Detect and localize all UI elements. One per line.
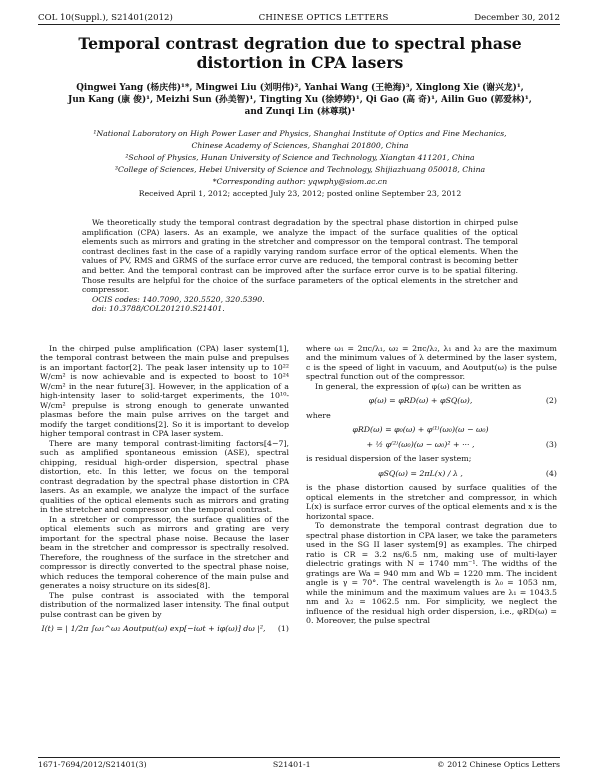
equation-2 xyxy=(306,396,557,405)
equation-3-number: (3) xyxy=(545,439,557,449)
affiliation-2: ²School of Physics, Hunan University of Science and Technology, Xiangtan 411201, China xyxy=(125,153,475,163)
paragraph: In the chirped pulse amplification (CPA) laser system[1], the temporal contrast between the main pulse and prepulses is an important factor[2]. The peak laser intensity up to 10²² W/cm² is now achievable and is expected to boost to 10²⁴ W/cm² in the near future[3]. However, in the application of a high-intensity laser to solid-target experiments, the 10¹⁰-W/cm² prepulse is strong enough to generate unwanted plasmas before the main pulse arrives on the target and modify the target conditions[2]. So it is important to develop higher temporal contrast in CPA laser system. xyxy=(40,344,289,439)
equation-3-line-2: + ½ φ⁽²⁾(ω₀)(ω − ω₀)² + ··· , xyxy=(366,439,475,449)
paragraph: The pulse contrast is associated with the temporal distribution of the normalized laser intensity. The final output pulse contrast can be given by xyxy=(40,590,289,619)
title-line-2: distortion in CPA lasers xyxy=(196,53,404,72)
footer-rule xyxy=(38,757,560,758)
equation-3b xyxy=(306,440,557,449)
paragraph: In general, the expression of φ(ω) can be written as xyxy=(315,381,522,391)
body-column-right xyxy=(306,344,557,626)
paragraph: To demonstrate the temporal contrast degration due to spectral phase distortion in CPA laser, we take the parameters used in the SG II laser system[9] as examples. The chirped ratio is CR = 3.2 ns/6.5 nm, making use of multi-layer dielectric gratings with N = 1740 mm⁻¹. The widths of the gratings are Wa = 940 mm and Wb = 1220 mm. The incident angle is γ = 70°. The central wavelength is λ₀ = 1053 nm, while the minimum and the maximum values are λ₁ = 1043.5 nm and λ₂ = 1062.5 nm. For simplicity, we neglect the influence of the residual high order dispersion, i.e., φRD(ω) = 0. Moreover, the pulse spectral xyxy=(306,521,557,626)
affiliation-1-line-2: Chinese Academy of Sciences, Shanghai 201800, China xyxy=(191,141,409,151)
equation-3-line-1: φRD(ω) = φ₀(ω) + φ⁽¹⁾(ω₀)(ω − ω₀) xyxy=(352,425,489,435)
affiliation-1-line-1: ¹National Laboratory on High Power Laser and Physics, Shanghai Institute of Optics and Fine Mechanics, xyxy=(93,129,507,138)
title-line-1: Temporal contrast degration due to spectral phase xyxy=(78,34,522,53)
paragraph: is the phase distortion caused by surface qualities of the optical elements in the stretcher and compressor, in which L(x) is surface error curves of the optical elements and x is the horizontal space. xyxy=(306,483,557,521)
affiliations xyxy=(40,128,560,201)
page-number: S21401-1 xyxy=(272,760,311,769)
ocis-codes: OCIS codes: 140.7090, 320.5520, 320.5390. xyxy=(92,294,265,304)
paragraph: There are many temporal contrast-limiting factors[4−7], such as amplified spontaneous emission (ASE), spectral chipping, residual high-order dispersion, spectral phase distortion, etc. In this letter, we focus on the temporal contrast degradation by the spectral phase distortion in CPA lasers. As an example, we analyze the impact of the surface qualities of the optical elements such as mirrors and grating in the stretcher and compressor on the temporal contrast. xyxy=(40,438,289,515)
issue-date: December 30, 2012 xyxy=(474,13,560,23)
equation-1-expression: I(t) = | 1/2π ∫ω₁^ω₂ Aoutput(ω) exp[−iωt + iφ(ω)] dω |², xyxy=(41,624,266,634)
authors-line-3: and Zunqi Lin (林尊琪)¹ xyxy=(244,107,356,117)
paragraph: where ω₁ = 2πc/λ₁, ω₂ = 2πc/λ₂, λ₁ and λ₂ are the maximum and the minimum values of λ determined by the laser system, c is the speed of light in vacuum, and Aoutput(ω) is the pulse spectral function out of the compressor. xyxy=(306,344,557,382)
equation-4 xyxy=(306,469,557,478)
equation-2-number: (2) xyxy=(545,396,557,406)
header-rule xyxy=(38,24,560,25)
abstract-text: We theoretically study the temporal contrast degradation by the spectral phase distortion in chirped pulse amplification (CPA) lasers. As an example, we analyze the impact of the surface qualities of the optical elements such as mirrors and grating in the stretcher and compressor on the temporal contrast. The temporal contrast declines fast in the case of a rapidly varying random surface error of the optical elements. When the values of PV, RMS and GRMS of the surface error curve are reduced, the temporal contrast is becoming better and better. And the temporal contrast can be improved after the surface error curve is to be spatial filtering. Those results are helpful for the choice of the surface parameters of the optical elements in the stretcher and compressor. xyxy=(82,218,518,295)
body-column-left xyxy=(40,344,289,639)
equation-2-expression: φ(ω) = φRD(ω) + φSQ(ω), xyxy=(368,396,473,406)
issn: 1671-7694/2012/S21401(3) xyxy=(38,760,147,769)
doi: doi: 10.3788/COL201210.S21401. xyxy=(92,304,225,314)
equation-4-number: (4) xyxy=(545,468,557,478)
corresponding-author: *Corresponding author: yqwphy@siom.ac.cn xyxy=(212,177,388,187)
paragraph: In a stretcher or compressor, the surface qualities of the optical elements such as mirrors and grating are very important for the spectral phase noise. Because the laser beam in the stretcher and compressor is spectrally resolved. Therefore, the roughness of the surface in the stretcher and compressor is directly converted to the spectral phase noise, which reduces the temporal coherence of the main pulse and generates a noisy structure on its sides[8]. xyxy=(40,514,289,591)
copyright: © 2012 Chinese Optics Letters xyxy=(436,760,560,769)
paper-title xyxy=(40,34,560,72)
equation-1-number: (1) xyxy=(277,624,289,634)
equation-4-expression: φSQ(ω) = 2πL(x) / λ , xyxy=(378,468,463,478)
equation-3a xyxy=(306,425,557,434)
page-footer xyxy=(38,760,560,772)
running-head xyxy=(38,10,560,23)
author-list xyxy=(40,82,560,118)
affiliation-3: ³College of Sciences, Hebei University of Science and Technology, Shijiazhuang 050018, China xyxy=(114,165,486,175)
journal-name: CHINESE OPTICS LETTERS xyxy=(258,13,389,23)
authors-line-1: Qingwei Yang (杨庆伟)¹*, Mingwei Liu (刘明伟)², Yanhai Wang (王艳海)³, Xinglong Xie (谢兴龙)¹, xyxy=(76,83,524,93)
paragraph: is residual dispersion of the laser system; xyxy=(306,454,472,464)
authors-line-2: Jun Kang (康 俊)¹, Meizhi Sun (孙美智)¹, Tingting Xu (徐婷婷)¹, Qi Gao (高 奇)¹, Ailin Guo (郭爱林)¹, xyxy=(68,95,532,105)
abstract xyxy=(82,218,518,314)
paragraph: where xyxy=(306,410,331,420)
journal-citation: COL 10(Suppl.), S21401(2012) xyxy=(38,13,173,23)
received-dates: Received April 1, 2012; accepted July 23, 2012; posted online September 23, 2012 xyxy=(138,189,462,199)
equation-1 xyxy=(40,624,289,633)
